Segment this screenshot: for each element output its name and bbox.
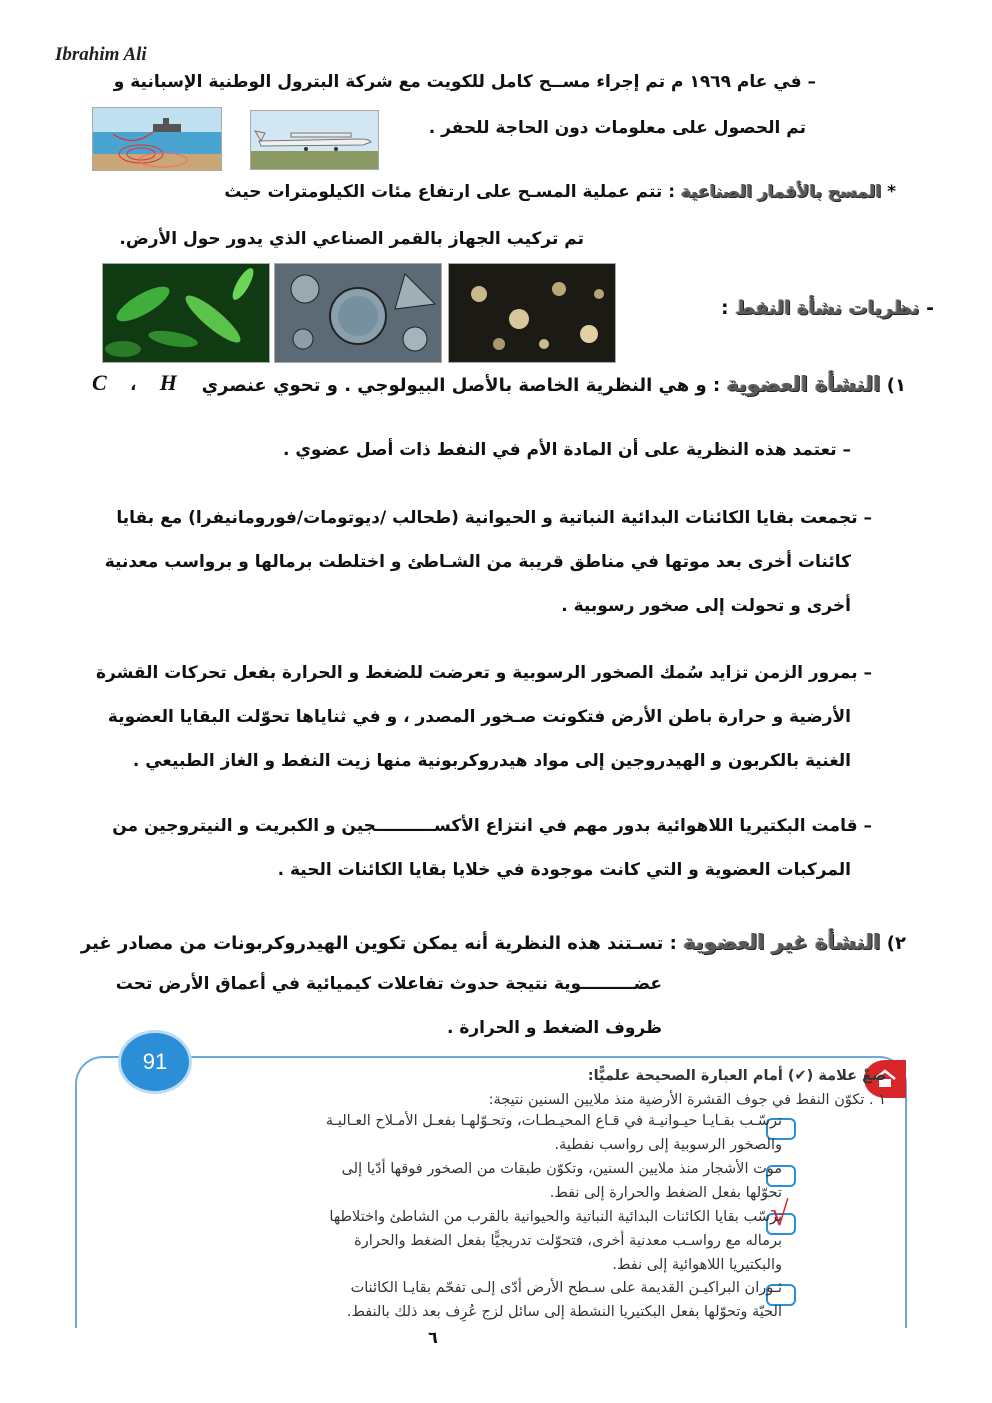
theories-dash: - — [926, 297, 934, 319]
organic-point-3-line-1: – بمرور الزمن تزايد سُمك الصخور الرسوبية و تعرضت للضغط و الحرارة بفعل تحركات القشرة — [95, 663, 872, 683]
page-number: ٦ — [428, 1328, 438, 1347]
organic-point-4-line-2: المركبات العضوية و التي كانت موجودة في خلايا بقايا الكائنات الحية . — [277, 860, 851, 880]
satellite-survey-text: : تتم عملية المسـح على ارتفاع مئات الكيلومترات حيث — [224, 182, 675, 202]
organic-point-2-line-1: – تجمعت بقايا الكائنات البدائية النباتية و الحيوانية (طحالب /ديوتومات/فورومانيفرا) مع بقايا — [116, 508, 872, 528]
option-4-line-2: الحيّة وتحوّلها بفعل البكتيريا النشطة إلى سائل لزج عُرِف بعد ذلك بالنفط. — [346, 1304, 782, 1320]
foraminifera-microscope-image — [448, 263, 616, 363]
option-3-line-1: ترسّب بقايا الكائنات البدائية النباتية والحيوانية بالقرب من الشاطئ واختلاطها — [329, 1209, 782, 1225]
theories-heading — [721, 297, 934, 319]
satellite-survey-line-2: تم تركيب الجهاز بالقمر الصناعي الذي يدور حول الأرض. — [119, 229, 584, 249]
theories-colon: : — [720, 297, 729, 319]
organic-number: ١) — [886, 375, 906, 396]
element-symbols — [92, 370, 177, 396]
option-2-line-1: موت الأشجار منذ ملايين السنين، وتكوّن طبقات من الصخور فوقها أدّيا إلى — [341, 1161, 782, 1177]
satellite-survey-line-1 — [224, 182, 896, 202]
inorganic-theory-line-2: عضـــــــــوية نتيجة حدوث تفاعلات كيميائية في أعماق الأرض تحت — [115, 974, 662, 994]
element-separator: ، — [130, 375, 137, 394]
element-c: C — [92, 370, 107, 395]
inorganic-theory-text: : تسـتند هذه النظرية أنه يمكن تكوين الهيدروكربونات من مصادر غير — [80, 933, 677, 954]
algae-microscope-image — [102, 263, 270, 363]
organic-theory-text: : و هي النظرية الخاصة بالأصل البيولوجي . و تحوي عنصري — [201, 375, 721, 396]
organic-theory-line — [202, 372, 906, 396]
option-1-line-2: والصخور الرسوبية إلى رواسب نفطية. — [554, 1137, 782, 1153]
organic-point-3-line-2: الأرضية و حرارة باطن الأرض فتكونت صـخور المصدر ، و في ثناياها تحوّلت البقايا العضوية — [107, 707, 851, 727]
check-mark: √ — [770, 1196, 789, 1233]
intro-line-2: تم الحصول على معلومات دون الحاجة للحفر . — [428, 118, 806, 138]
inorganic-number: ٢) — [886, 933, 906, 954]
satellite-survey-title: المسح بالأقمار الصناعية — [680, 182, 882, 202]
inorganic-theory-title: النشأة غير العضوية — [683, 930, 881, 954]
bullet-star: * — [887, 182, 896, 202]
organic-theory-title: النشأة العضوية — [726, 372, 881, 396]
workbook-question: ١ . تكوّن النفط في جوف القشرة الأرضية منذ ملايين السنين نتيجة: — [488, 1092, 886, 1108]
option-1-line-1: ترسّـب بقـايـا حيـوانيـة في قـاع المحيـطـات، وتحـوّلهـا بفعـل الأمـلاح العـاليـة — [325, 1113, 782, 1129]
option-2-line-2: تحوّلها بفعل الضغط والحرارة إلى نفط. — [549, 1185, 782, 1201]
diatoms-microscope-image — [274, 263, 442, 363]
organic-point-2-line-2: كائنات أخرى بعد موتها في مناطق قريبة من الشـاطئ و اختلطت برمالها و برواسب معدنية — [104, 552, 851, 572]
workbook-instruction: ضعْ علامة (✔) أمام العبارة الصحيحة علميًّا: — [587, 1068, 886, 1084]
aerial-survey-airplane-image — [250, 110, 379, 170]
intro-line-1: – في عام ١٩٦٩ م تم إجراء مســح كامل للكويت مع شركة البترول الوطنية الإسبانية و — [113, 72, 816, 92]
organic-point-1: – تعتمد هذه النظرية على أن المادة الأم في النفط ذات أصل عضوي . — [282, 440, 851, 460]
organic-point-2-line-3: أخرى و تحولت إلى صخور رسوبية . — [561, 596, 851, 616]
organic-point-4-line-1: – قامت البكتيريا اللاهوائية بدور مهم في انتزاع الأكســــــــــجين و الكبريت و النيتروجين من — [112, 816, 872, 836]
organic-point-3-line-3: الغنية بالكربون و الهيدروجين إلى مواد هيدروكربونية منها زيت النفط و الغاز الطبيعي . — [132, 751, 851, 771]
workbook-page-badge: 91 — [118, 1030, 192, 1094]
option-4-line-1: ثـوران البراكيـن القديمة على سـطح الأرض أدّى إلـى تفحّم بقايـا الكائنات — [350, 1280, 782, 1296]
marine-survey-image — [92, 107, 222, 171]
element-h: H — [159, 370, 177, 395]
inorganic-theory-line-1 — [81, 930, 906, 954]
inorganic-theory-line-3: ظروف الضغط و الحرارة . — [446, 1018, 662, 1038]
author-name: Ibrahim Ali — [55, 44, 147, 65]
option-3-line-2: برماله مع رواسـب معدنية أخرى، فتحوّلت تدريجيًّا بفعل الضغط والحرارة — [354, 1233, 782, 1249]
option-3-line-3: والبكتيريا اللاهوائية إلى نفط. — [612, 1257, 782, 1273]
theories-title: نظريات نشأة النفط — [735, 297, 920, 319]
